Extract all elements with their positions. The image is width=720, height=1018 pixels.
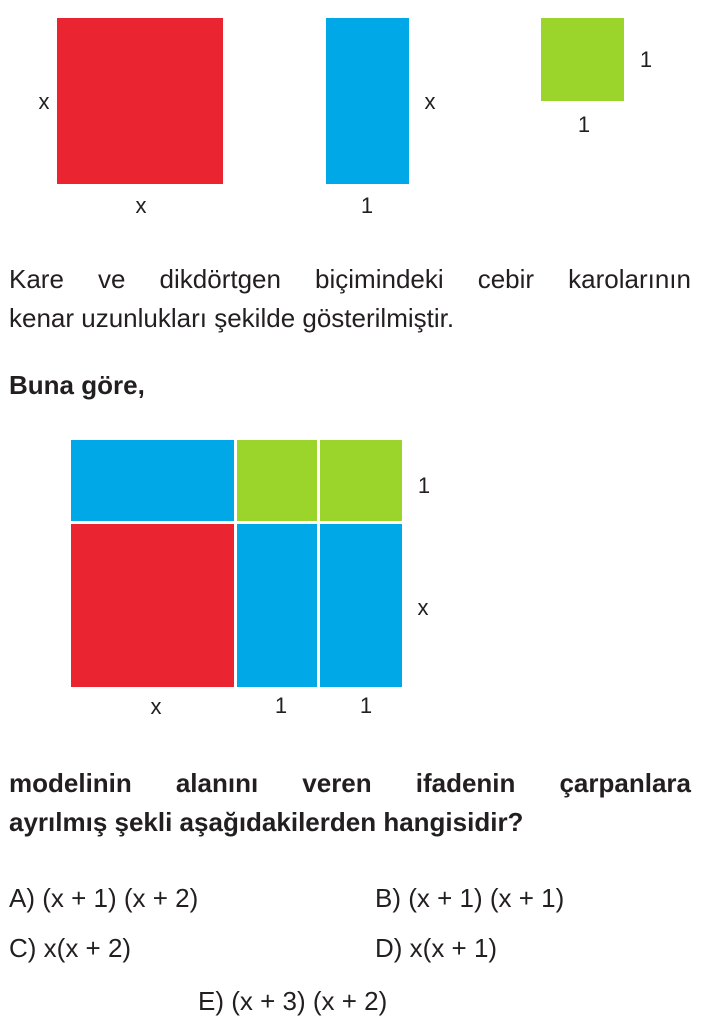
intro-line-1: Kare ve dikdörtgen biçimindeki cebir karolarının (9, 264, 691, 294)
model-x-rectangle-1 (237, 524, 317, 687)
intro-text (9, 260, 691, 338)
option-d[interactable]: D) x(x + 1) (375, 933, 498, 963)
unit-square-tile (541, 18, 624, 101)
question-line-2: ayrılmış şekli aşağıdakilerden hangisidir? (9, 807, 524, 837)
intro-line-2: kenar uzunlukları şekilde gösterilmiştir. (9, 303, 455, 333)
x-square-bottom-label: x (135, 193, 147, 218)
model-bottom-label-x: x (150, 694, 162, 719)
x-square-tile (57, 18, 223, 184)
model-bottom-label-1b: 1 (359, 693, 373, 718)
x-rectangle-side-label: x (424, 89, 436, 114)
option-b[interactable]: B) (x + 1) (x + 1) (375, 883, 565, 913)
area-model (71, 440, 402, 687)
option-c[interactable]: C) x(x + 2) (9, 933, 132, 963)
unit-square-side-label: 1 (639, 47, 653, 72)
model-bottom-label-1a: 1 (274, 693, 288, 718)
question-line-1: modelinin alanını veren ifadenin çarpanlara (9, 768, 691, 798)
model-x-rectangle-2 (320, 524, 402, 687)
model-right-label-x: x (417, 595, 429, 620)
model-top-unit-square-1 (237, 440, 317, 521)
option-a[interactable]: A) (x + 1) (x + 2) (9, 883, 199, 913)
x-rectangle-tile (326, 18, 409, 184)
x-rectangle-bottom-label: 1 (360, 193, 374, 218)
x-square-side-label: x (38, 89, 50, 114)
model-x-square (71, 524, 234, 687)
option-e[interactable]: E) (x + 3) (x + 2) (198, 986, 388, 1016)
lead-text: Buna göre, (9, 370, 145, 400)
model-right-label-1: 1 (417, 473, 431, 498)
model-top-x-rectangle (71, 440, 234, 521)
unit-square-bottom-label: 1 (577, 112, 591, 137)
model-top-unit-square-2 (320, 440, 402, 521)
question-text (9, 764, 691, 842)
